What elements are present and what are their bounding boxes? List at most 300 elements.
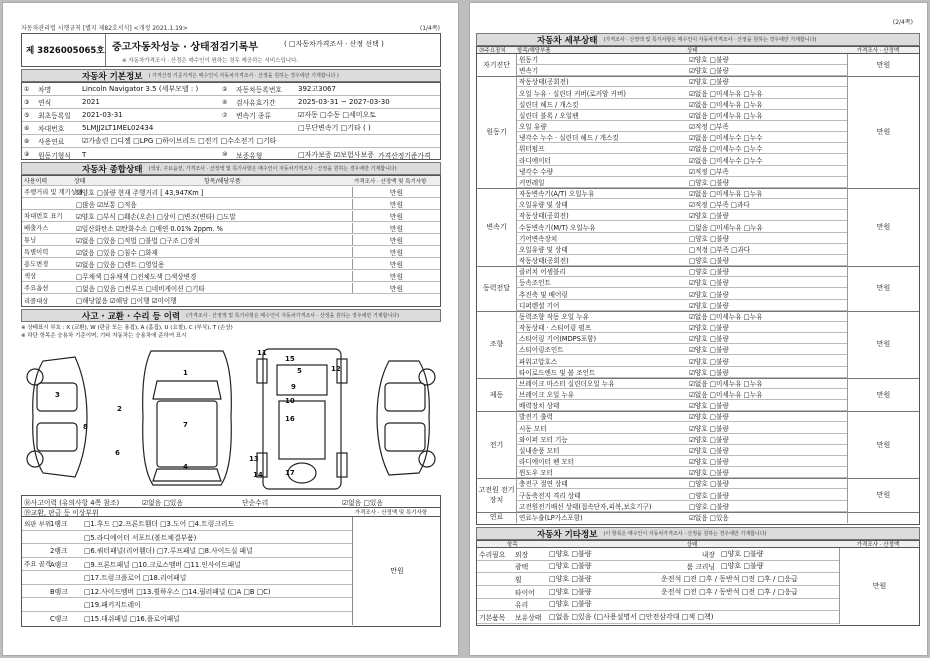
detail-state[interactable]: ☑양호 □불량 xyxy=(689,335,729,344)
detail-row xyxy=(517,255,847,266)
legend-symbols: ※ 상태표시 부호 : X (교환), W (판금 또는 용접), A (흠집), U (요철), C (부식), T (손상) xyxy=(21,325,233,331)
detail-state[interactable]: ☑없음 □미세누유 □누유 xyxy=(689,391,763,400)
rank-level: A랭크 xyxy=(50,560,68,569)
overall-note: (색상, 주요옵션, 가격조사 · 산정액 및 특기사항은 매수인이 자동차가격조사 · 산정을 원하는 경우에만 기재합니다) xyxy=(148,166,397,172)
other-row xyxy=(477,611,839,624)
overall-value[interactable]: ☑없음 □있음 □침수 □화재 xyxy=(76,248,158,257)
other-value[interactable]: □양호 □불량 xyxy=(549,562,592,571)
overall-title: 자동차 종합상태 xyxy=(82,164,143,175)
detail-item: 동력조향 작동 오일 누유 xyxy=(519,312,589,321)
overall-col-header xyxy=(22,176,440,186)
detail-state[interactable]: □양호 □불량 xyxy=(689,491,730,500)
device-group xyxy=(477,188,517,266)
form-reference: 자동차관리법 시행규칙 [별지 제82호서식] <개정 2021.1.19> xyxy=(21,25,188,32)
field-value: 5LMJJ2LT1MEL02434 xyxy=(82,124,154,132)
device-group xyxy=(477,311,517,378)
detail-row xyxy=(517,143,847,154)
detail-item: 브레이크 오일 누유 xyxy=(519,391,575,400)
detail-item: 추진축 및 베어링 xyxy=(519,290,568,299)
detail-row xyxy=(517,76,847,87)
field-value: ☑가솔린 □디젤 □LPG □하이브리드 □전기 □수소전기 □기타 xyxy=(82,137,277,145)
detail-row xyxy=(517,311,847,322)
overall-value[interactable]: □무채색 □유채색 □전체도색 □색상변경 xyxy=(76,272,197,281)
field-label: 연식 xyxy=(38,99,52,107)
field-label: 보증유형 xyxy=(236,151,263,160)
detail-item: 변속기 xyxy=(519,67,539,76)
detail-item: 클러치 어셈블리 xyxy=(519,268,566,277)
detail-item: 시동 모터 xyxy=(519,424,547,433)
detail-row xyxy=(517,65,847,76)
overall-value[interactable]: ☑양호 □부식 □훼손(오손) □상이 □변조(변타) □도말 xyxy=(76,212,236,221)
overall-label: 주요옵션 xyxy=(24,285,49,292)
accident-history-row xyxy=(21,495,441,507)
detail-item: 냉각수 수량 xyxy=(519,167,553,176)
detail-row xyxy=(517,389,847,400)
detail-item: 실린더 블록 / 오일팬 xyxy=(519,111,579,120)
detail-row xyxy=(517,266,847,277)
field-value[interactable]: 2025-03-31 ~ 2027-03-30 xyxy=(298,98,390,106)
field-label: 차대번호 xyxy=(38,125,65,133)
detail-row xyxy=(517,322,847,333)
rank-level: C랭크 xyxy=(50,615,68,624)
detail-item: 오일 유량 xyxy=(519,123,547,132)
other-label: 휠 xyxy=(515,576,522,585)
part-label-15: 15 xyxy=(285,355,295,363)
detail-state[interactable]: ☑없음 □미세누유 □누유 xyxy=(689,111,763,120)
part-label-13: 13 xyxy=(249,455,259,463)
detail-state[interactable]: ☑양호 □불량 xyxy=(689,402,729,411)
detail-row xyxy=(517,400,847,411)
accident-history-value[interactable]: ☑없음 □있음 xyxy=(142,498,183,507)
detail-item: 연료누출(LP가스포함) xyxy=(519,514,583,523)
simple-repair-label: 단순수리 xyxy=(242,498,269,507)
detail-row xyxy=(517,166,847,177)
overall-row xyxy=(22,198,440,210)
device-group-price xyxy=(847,512,919,523)
device-group xyxy=(477,76,517,188)
overall-price: 만원 xyxy=(352,247,440,257)
overall-value[interactable]: ☑일산화탄소 ☑탄화수소 □매연 0.01% 2ppm. % xyxy=(76,224,223,233)
detail-state[interactable]: □양호 □불량 xyxy=(689,178,730,187)
detail-state[interactable]: ☑양호 □불량 xyxy=(689,56,729,65)
detail-table xyxy=(476,54,920,525)
rank-row xyxy=(22,558,352,572)
detail-item: 윈도우 모터 xyxy=(519,469,553,478)
overall-value[interactable]: ☑없음 □있음 □렌트 □영업용 xyxy=(76,260,165,269)
other-row xyxy=(477,599,839,612)
other-value[interactable]: □양호 □불량 xyxy=(549,575,592,584)
detail-state[interactable]: ☑양호 □불량 xyxy=(689,458,729,467)
rank-items[interactable]: □6.쿼터패널(리어휀더) □7.루프패널 □8.사이드실 패널 xyxy=(84,547,253,556)
device-group-price: 만원 xyxy=(847,311,919,378)
detail-state[interactable]: □양호 □불량 xyxy=(689,234,730,243)
detail-item: 작동상태(공회전) xyxy=(519,78,569,87)
device-group-name: 조향 xyxy=(489,340,504,349)
detail-state[interactable]: □양호 □불량 xyxy=(689,257,730,266)
detail-row xyxy=(517,367,847,378)
detail-state[interactable]: ☑적정 □부족 xyxy=(689,167,729,176)
detail-state[interactable]: ☑적정 □부족 □과다 xyxy=(689,201,750,210)
rank-items[interactable]: □19.패키지트레이 xyxy=(84,601,141,610)
field-label: 사용연료 xyxy=(38,138,65,146)
rank-row xyxy=(22,571,352,585)
detail-row xyxy=(517,110,847,121)
detail-state[interactable]: □양호 □불량 xyxy=(689,480,730,489)
basic-info-title: 자동차 기본정보 xyxy=(82,71,143,82)
field-value: Lincoln Navigator 3.5 (세부모델 : ) xyxy=(82,85,199,93)
basic-info-row xyxy=(22,109,440,122)
document-number: 제 3826005065호 xyxy=(22,34,106,66)
part-label-9: 9 xyxy=(291,383,296,391)
basic-info-header xyxy=(21,69,441,82)
row-number: ⑥ xyxy=(24,124,30,132)
subtitle-note: ※ 자동차가격조사 · 산정은 매수인이 원하는 경우 제공하는 서비스입니다. xyxy=(122,58,299,64)
part-label-2: 2 xyxy=(117,405,122,413)
price-survey-option[interactable]: ( □자동차가격조사 · 산정 선택 ) xyxy=(284,40,384,48)
field-value: T xyxy=(82,150,87,159)
rank-row xyxy=(22,598,352,612)
detail-state[interactable]: ☑없음 □미세누수 □누수 xyxy=(689,134,763,143)
detail-state[interactable]: ☑양호 □불량 xyxy=(689,446,729,455)
detail-state[interactable]: □양호 □불량 xyxy=(689,268,730,277)
detail-row xyxy=(517,411,847,422)
detail-row xyxy=(517,289,847,300)
accident-history-label: ⑱사고이력 (유의사항 4쪽 참조) xyxy=(24,498,120,507)
overall-price: 만원 xyxy=(352,211,440,221)
overall-value[interactable]: □없음 □있음 □썬루프 □네비게이션 □기타 xyxy=(76,284,205,293)
overall-header xyxy=(21,162,441,175)
rank-row xyxy=(22,531,352,545)
simple-repair-value[interactable]: ☑없음 □있음 xyxy=(342,498,383,507)
exchange-row xyxy=(21,507,441,517)
other-value-2[interactable]: 운전석 □전 □후 / 동반석 □전 □후 / □응급 xyxy=(661,575,798,584)
basic-info-row xyxy=(22,96,440,109)
detail-row xyxy=(517,233,847,244)
row-number: ④ xyxy=(222,98,228,106)
detail-row xyxy=(517,512,847,523)
other-row xyxy=(477,573,839,586)
overall-row xyxy=(22,270,440,282)
field-value[interactable]: 392고3067 xyxy=(298,85,336,93)
overall-price: 만원 xyxy=(352,283,440,293)
detail-item: 구동축전지 격리 상태 xyxy=(519,491,581,500)
detail-state[interactable]: ☑양호 □불량 xyxy=(689,368,729,377)
detail-state[interactable]: ☑없음 □있음 xyxy=(689,514,729,523)
detail-item: 고전원전기배선 상태(접속단자,피복,보호기구) xyxy=(519,502,652,511)
row-number: ③ xyxy=(24,98,30,106)
detail-note: (가격조사 · 산정액 및 특기사항은 매수인이 자동차가격조사 · 산정을 원하는 경우에만 기재합니다) xyxy=(603,37,817,43)
detail-state[interactable]: ☑양호 □불량 xyxy=(689,78,729,87)
rank-level: 2랭크 xyxy=(50,547,68,556)
vehicle-diagram xyxy=(21,341,441,493)
overall-price: 만원 xyxy=(352,199,440,209)
detail-title: 자동차 세부상태 xyxy=(537,35,598,46)
part-label-4: 4 xyxy=(183,463,188,471)
part-label-17: 17 xyxy=(285,469,295,477)
overall-price: 만원 xyxy=(352,259,440,269)
detail-item: 기어변속장치 xyxy=(519,234,558,243)
part-label-5: 5 xyxy=(297,367,302,375)
device-group-price: 만원 xyxy=(847,76,919,188)
overall-row xyxy=(22,210,440,222)
detail-state[interactable]: ☑양호 □불량 xyxy=(689,424,729,433)
detail-row xyxy=(517,456,847,467)
overall-label: 차대번호 표기 xyxy=(24,213,63,220)
device-group-price: 만원 xyxy=(847,378,919,412)
detail-state[interactable]: □양호 □불량 xyxy=(689,502,730,511)
field-label: 차명 xyxy=(38,86,52,94)
detail-state[interactable]: ☑없음 □미세누유 □누유 xyxy=(689,312,763,321)
device-group-price: 만원 xyxy=(847,266,919,311)
row-number: ⑨ xyxy=(24,151,30,158)
overall-row xyxy=(22,186,440,198)
row-number: ⑧ xyxy=(24,137,30,145)
part-label-6: 6 xyxy=(115,449,120,457)
col-state: 상태 xyxy=(74,178,86,185)
part-label-8: 8 xyxy=(83,423,88,431)
other-header xyxy=(476,527,920,540)
device-group-name: 변속기 xyxy=(486,223,507,232)
detail-header xyxy=(476,33,920,46)
rank-row xyxy=(22,585,352,599)
detail-state[interactable]: ☑양호 □불량 xyxy=(689,413,729,422)
field-label: 원동기형식 xyxy=(38,151,71,160)
overall-price: 만원 xyxy=(352,235,440,245)
overall-price: 만원 xyxy=(352,187,440,197)
detail-item: 충전구 절연 상태 xyxy=(519,480,568,489)
detail-item: 발전기 출력 xyxy=(519,413,553,422)
exchange-price-head: 가격조사 · 산정액 및 특기사항 xyxy=(354,510,428,516)
exchange-price: 만원 xyxy=(352,517,441,625)
detail-row xyxy=(517,344,847,355)
overall-value[interactable]: ☑없음 □있음 □적법 □불법 □구조 □장치 xyxy=(76,236,200,245)
detail-item: 작동상태(공회전) xyxy=(519,257,569,266)
overall-row xyxy=(22,258,440,270)
other-label: 유리 xyxy=(515,601,529,610)
detail-state[interactable]: ☑양호 □불량 xyxy=(689,469,729,478)
device-group-price: 만원 xyxy=(847,478,919,512)
title-box xyxy=(21,33,441,67)
field-value[interactable]: ☑자동 □수동 □세미오토 xyxy=(298,111,377,119)
detail-item: 워터펌프 xyxy=(519,145,545,154)
base-price-label: 가격산정기준가격 xyxy=(378,151,431,160)
rank-items[interactable]: □9.프론트패널 □10.크로스멤버 □11.인사이드패널 xyxy=(84,560,241,569)
page-number-2: (2/4쪽) xyxy=(892,19,913,26)
detail-state[interactable]: ☑양호 □불량 xyxy=(689,324,729,333)
other-row xyxy=(477,548,839,561)
detail-state[interactable]: □없음 □미세누유 □누유 xyxy=(689,223,763,232)
device-group xyxy=(477,512,517,523)
field-label: 변속기 종류 xyxy=(236,112,271,120)
detail-row xyxy=(517,188,847,199)
detail-item: 오일유량 및 상태 xyxy=(519,245,568,254)
device-group-name: 전기 xyxy=(489,440,504,449)
overall-value[interactable]: □해당없음 ☑해당 □이행 ☑미이행 xyxy=(76,297,177,305)
page-2 xyxy=(470,3,927,655)
overall-label: 주행거리 및 계기상태 xyxy=(24,189,83,196)
detail-state[interactable]: □적정 □부족 □과다 xyxy=(689,245,751,254)
detail-row xyxy=(517,300,847,311)
part-label-12: 12 xyxy=(331,365,341,373)
other-value[interactable]: □없음 □있음 (□사용설명서 □안전삼각대 □잭 □책) xyxy=(549,613,714,622)
overall-table xyxy=(21,175,441,307)
detail-state[interactable]: ☑양호 □불량 xyxy=(689,279,729,288)
device-group xyxy=(477,378,517,412)
detail-item: 자동변속기(A/T) 오일누유 xyxy=(519,190,595,199)
overall-row xyxy=(22,294,440,306)
exchange-label: ⑲교환, 판금 등 이상부위 xyxy=(24,509,99,517)
detail-item: 등속조인트 xyxy=(519,279,551,288)
col-price: 가격조사 · 산정액 및 특기사항 xyxy=(354,178,427,185)
device-group-name: 자기진단 xyxy=(482,61,511,70)
rank-group: 주요 골격 xyxy=(24,560,52,569)
basic-info-row xyxy=(22,83,440,96)
rank-items[interactable]: □12.사이드멤버 □13.휠하우스 □14.필러패널 (□A □B □C) xyxy=(84,587,271,596)
field-label: 최초등록일 xyxy=(38,112,71,120)
detail-row xyxy=(517,99,847,110)
field-value[interactable]: □자가보증 ☑보험사보증 xyxy=(298,150,374,159)
other-value-2[interactable]: □양호 □불량 xyxy=(721,549,764,558)
row-number: ⑩ xyxy=(222,151,228,158)
other-value[interactable]: □양호 □불량 xyxy=(549,600,592,609)
detail-state[interactable]: ☑양호 □불량 xyxy=(689,346,729,355)
accident-header xyxy=(21,309,441,322)
rank-row xyxy=(22,612,352,626)
other-value[interactable]: □양호 □불량 xyxy=(549,587,592,596)
detail-item: 오일유량 및 상태 xyxy=(519,201,568,210)
rank-items[interactable]: □17.트렁크플로어 □18.리어패널 xyxy=(84,574,187,583)
detail-row xyxy=(517,467,847,478)
other-value-2[interactable]: □양호 □불량 xyxy=(721,562,764,571)
detail-item: 브레이크 마스터 실린더오일 누유 xyxy=(519,379,615,388)
detail-row xyxy=(517,423,847,434)
col-main-device: ⑳주요장치 xyxy=(479,48,506,54)
rank-rows xyxy=(22,517,352,625)
detail-item: 커먼레일 xyxy=(519,178,545,187)
detail-item: 실내송풍 모터 xyxy=(519,446,560,455)
detail-row xyxy=(517,88,847,99)
overall-label: 색상 xyxy=(24,273,37,280)
other-col-header xyxy=(476,540,920,548)
other-group: 수리필요 xyxy=(479,550,506,559)
basic-info-row xyxy=(22,122,440,135)
row-number: ⑤ xyxy=(24,111,30,119)
rank-items[interactable]: □5.라디에이터 서포트(볼트체결부품) xyxy=(84,533,197,542)
detail-state[interactable]: ☑없음 □미세누유 □누유 xyxy=(689,100,763,109)
detail-row xyxy=(517,199,847,210)
detail-state[interactable]: ☑양호 □불량 xyxy=(689,357,729,366)
overall-value[interactable]: □많음 ☑보통 □적음 xyxy=(76,200,137,209)
field-value[interactable]: □무단변속기 □기타 ( ) xyxy=(298,124,371,132)
detail-state[interactable]: ☑없음 □미세누유 □누유 xyxy=(689,190,763,199)
basic-info-note: ( 가격산정 기준가격은 매수인이 자동차가격조사 · 산정을 원하는 경우에만 기재합니다 ) xyxy=(148,73,339,79)
other-value-2[interactable]: 운전석 □전 □후 / 동반석 □전 □후 / □응급 xyxy=(661,587,798,596)
basic-info-table xyxy=(21,82,441,160)
detail-item: 냉각수 누수 · 실린더 헤드 / 개스킷 xyxy=(519,134,619,143)
detail-row xyxy=(517,478,847,489)
detail-item: 파워고압호스 xyxy=(519,357,558,366)
detail-row xyxy=(517,210,847,221)
accident-note: (가격조사 · 산정액 및 특기사항은 매수인이 자동차가격조사 · 산정을 원하는 경우에만 기재합니다) xyxy=(186,313,400,319)
detail-row xyxy=(517,155,847,166)
detail-col-header xyxy=(476,46,920,54)
other-note: (이 항목은 매수인이 자동차가격조사 · 산정을 원하는 경우에만 기재합니다) xyxy=(603,531,767,537)
device-group xyxy=(477,54,517,76)
other-price: 만원 xyxy=(839,548,919,624)
detail-item: 오일 누유 · 실린더 커버(로커암 커버) xyxy=(519,89,626,98)
basic-info-row xyxy=(22,135,440,148)
part-label-14: 14 xyxy=(253,471,263,479)
other-col-item: 항목 xyxy=(507,542,518,548)
other-col-state: 상태 xyxy=(686,542,698,548)
other-label: 외장 xyxy=(515,550,529,559)
col-use-history: 사용이력 xyxy=(24,178,48,185)
detail-state[interactable]: ☑없음 □미세누유 □누유 xyxy=(689,379,763,388)
overall-value[interactable]: ☑양호 □불량 현재 주행거리 [ 43,947Km ] xyxy=(76,188,204,197)
other-label: 광택 xyxy=(515,563,529,572)
other-value[interactable]: □양호 □불량 xyxy=(549,549,592,558)
device-group xyxy=(477,478,517,512)
detail-state[interactable]: ☑양호 □불량 xyxy=(689,212,729,221)
detail-row xyxy=(517,501,847,512)
detail-item: 작동상태(공회전) xyxy=(519,212,569,221)
detail-state[interactable]: ☑없음 □미세누수 □누수 xyxy=(689,156,763,165)
detail-row xyxy=(517,333,847,344)
part-label-16: 16 xyxy=(285,415,295,423)
other-row xyxy=(477,561,839,574)
basic-info-row xyxy=(22,148,440,161)
other-title: 자동차 기타정보 xyxy=(537,529,598,540)
detail-state[interactable]: ☑양호 □불량 xyxy=(689,301,729,310)
part-label-10: 10 xyxy=(285,397,295,405)
col-item-parts: 항목/해당부품 xyxy=(517,48,551,54)
other-col-price: 가격조사 · 산정액 xyxy=(856,542,900,548)
other-label: 타이어 xyxy=(515,588,535,597)
field-label: 검사유효기간 xyxy=(236,99,276,107)
rank-items[interactable]: □15.대쉬패널 □16.플로어패널 xyxy=(84,615,180,624)
detail-item: 라디에이터 팬 모터 xyxy=(519,458,575,467)
col-price-2: 가격조사 · 산정액 xyxy=(856,48,900,54)
detail-state[interactable]: ☑없음 □미세누수 □누수 xyxy=(689,145,763,154)
overall-row xyxy=(22,234,440,246)
document-title: 중고자동차성능 · 상태점검기록부 xyxy=(112,42,259,53)
detail-state[interactable]: ☑적정 □부족 xyxy=(689,123,729,132)
other-table xyxy=(476,548,920,626)
detail-row xyxy=(517,445,847,456)
detail-item: 스티어링조인트 xyxy=(519,346,564,355)
exchange-table xyxy=(21,517,441,627)
col-item: 항목/해당부품 xyxy=(204,178,241,185)
overall-price: 만원 xyxy=(352,271,440,281)
detail-item: 와이퍼 모터 기능 xyxy=(519,435,568,444)
detail-row xyxy=(517,244,847,255)
detail-row xyxy=(517,121,847,132)
overall-label: 용도변경 xyxy=(24,261,49,268)
detail-state[interactable]: ☑없음 □미세누유 □누유 xyxy=(689,89,763,98)
detail-state[interactable]: ☑양호 □불량 xyxy=(689,435,729,444)
detail-row xyxy=(517,356,847,367)
rank-items[interactable]: □1.후드 □2.프론트휀더 □3.도어 □4.트렁크리드 xyxy=(84,520,235,529)
col-state-2: 상태 xyxy=(687,48,698,54)
field-label: 자동차등록번호 xyxy=(236,86,282,94)
detail-row xyxy=(517,277,847,288)
other-row xyxy=(477,586,839,599)
detail-item: 작동상태 · 스티어링 펌프 xyxy=(519,324,592,333)
detail-state[interactable]: ☑양호 □불량 xyxy=(689,67,729,76)
detail-item: 배력장치 상태 xyxy=(519,402,560,411)
detail-state[interactable]: ☑양호 □불량 xyxy=(689,290,729,299)
detail-item: 실린더 헤드 / 개스킷 xyxy=(519,100,579,109)
